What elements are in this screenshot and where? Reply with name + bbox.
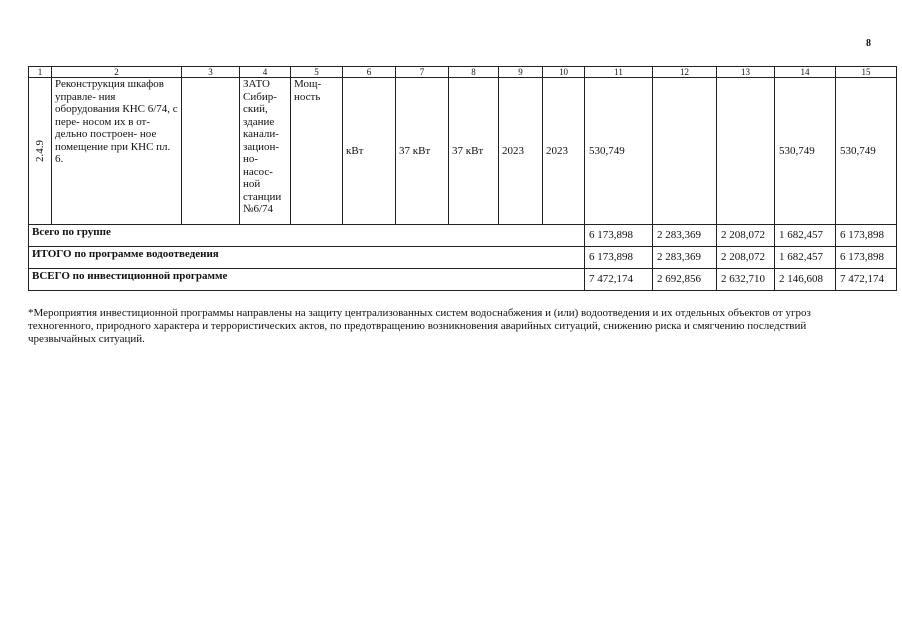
total-c13: 2 632,710 <box>717 269 775 291</box>
total-c11: 6 173,898 <box>585 225 653 247</box>
column-number: 5 <box>291 67 343 78</box>
total-c13: 2 208,072 <box>717 247 775 269</box>
table-row <box>29 78 897 225</box>
total-c14: 1 682,457 <box>775 247 836 269</box>
item-start-year: 2023 <box>499 78 543 225</box>
item-value-before: 37 кВт <box>396 78 449 225</box>
column-numbers-row <box>29 67 897 78</box>
column-number: 12 <box>653 67 717 78</box>
total-c15: 6 173,898 <box>836 225 897 247</box>
total-c13: 2 208,072 <box>717 225 775 247</box>
total-c12: 2 283,369 <box>653 247 717 269</box>
column-number: 9 <box>499 67 543 78</box>
total-c15: 7 472,174 <box>836 269 897 291</box>
page-number: 8 <box>866 38 871 49</box>
item-c13 <box>717 78 775 225</box>
item-value-after: 37 кВт <box>449 78 499 225</box>
item-end-year: 2023 <box>543 78 585 225</box>
total-label: ВСЕГО по инвестиционной программе <box>29 269 585 291</box>
column-number: 1 <box>29 67 52 78</box>
footnote: *Мероприятия инвестиционной программы направлены на защиту централизованных систем водоснабжения и (или) водоотведения и их отдельных объектов от угроз техногенного, природного характера и террористических актов, по предотвращению возникновения аварийных ситуаций, снижению риска и смягчению последствий чрезвычайных ситуаций. <box>28 307 811 345</box>
total-c12: 2 692,856 <box>653 269 717 291</box>
column-number: 14 <box>775 67 836 78</box>
item-name: Реконструкция шкафов управле- ния оборудования КНС 6/74, с пере- носом их в от- дельно построен- ное помещение при КНС пл. 6. <box>52 78 182 225</box>
column-number: 10 <box>543 67 585 78</box>
group-total-row <box>29 225 897 247</box>
column-number: 6 <box>343 67 396 78</box>
column-number: 8 <box>449 67 499 78</box>
investment-total-row <box>29 269 897 291</box>
item-location: ЗАТО Сибир- ский, здание канали- зацион- но- насос- ной станции №6/74 <box>240 78 291 225</box>
total-c14: 1 682,457 <box>775 225 836 247</box>
total-c12: 2 283,369 <box>653 225 717 247</box>
item-number: 2.4.9 <box>33 140 46 162</box>
column-number: 2 <box>52 67 182 78</box>
column-number: 15 <box>836 67 897 78</box>
column-number: 7 <box>396 67 449 78</box>
total-c11: 7 472,174 <box>585 269 653 291</box>
total-c11: 6 173,898 <box>585 247 653 269</box>
total-label: Всего по группе <box>29 225 585 247</box>
column-number: 11 <box>585 67 653 78</box>
program-total-row <box>29 247 897 269</box>
column-number: 13 <box>717 67 775 78</box>
investment-table <box>28 66 897 291</box>
item-parameter: Мощ- ность <box>291 78 343 225</box>
column-number: 4 <box>240 67 291 78</box>
item-c14: 530,749 <box>775 78 836 225</box>
total-c14: 2 146,608 <box>775 269 836 291</box>
total-label: ИТОГО по программе водоотведения <box>29 247 585 269</box>
item-c12 <box>653 78 717 225</box>
item-col3 <box>182 78 240 225</box>
item-c15: 530,749 <box>836 78 897 225</box>
item-number-cell <box>29 78 52 225</box>
item-total: 530,749 <box>585 78 653 225</box>
total-c15: 6 173,898 <box>836 247 897 269</box>
column-number: 3 <box>182 67 240 78</box>
item-unit: кВт <box>343 78 396 225</box>
